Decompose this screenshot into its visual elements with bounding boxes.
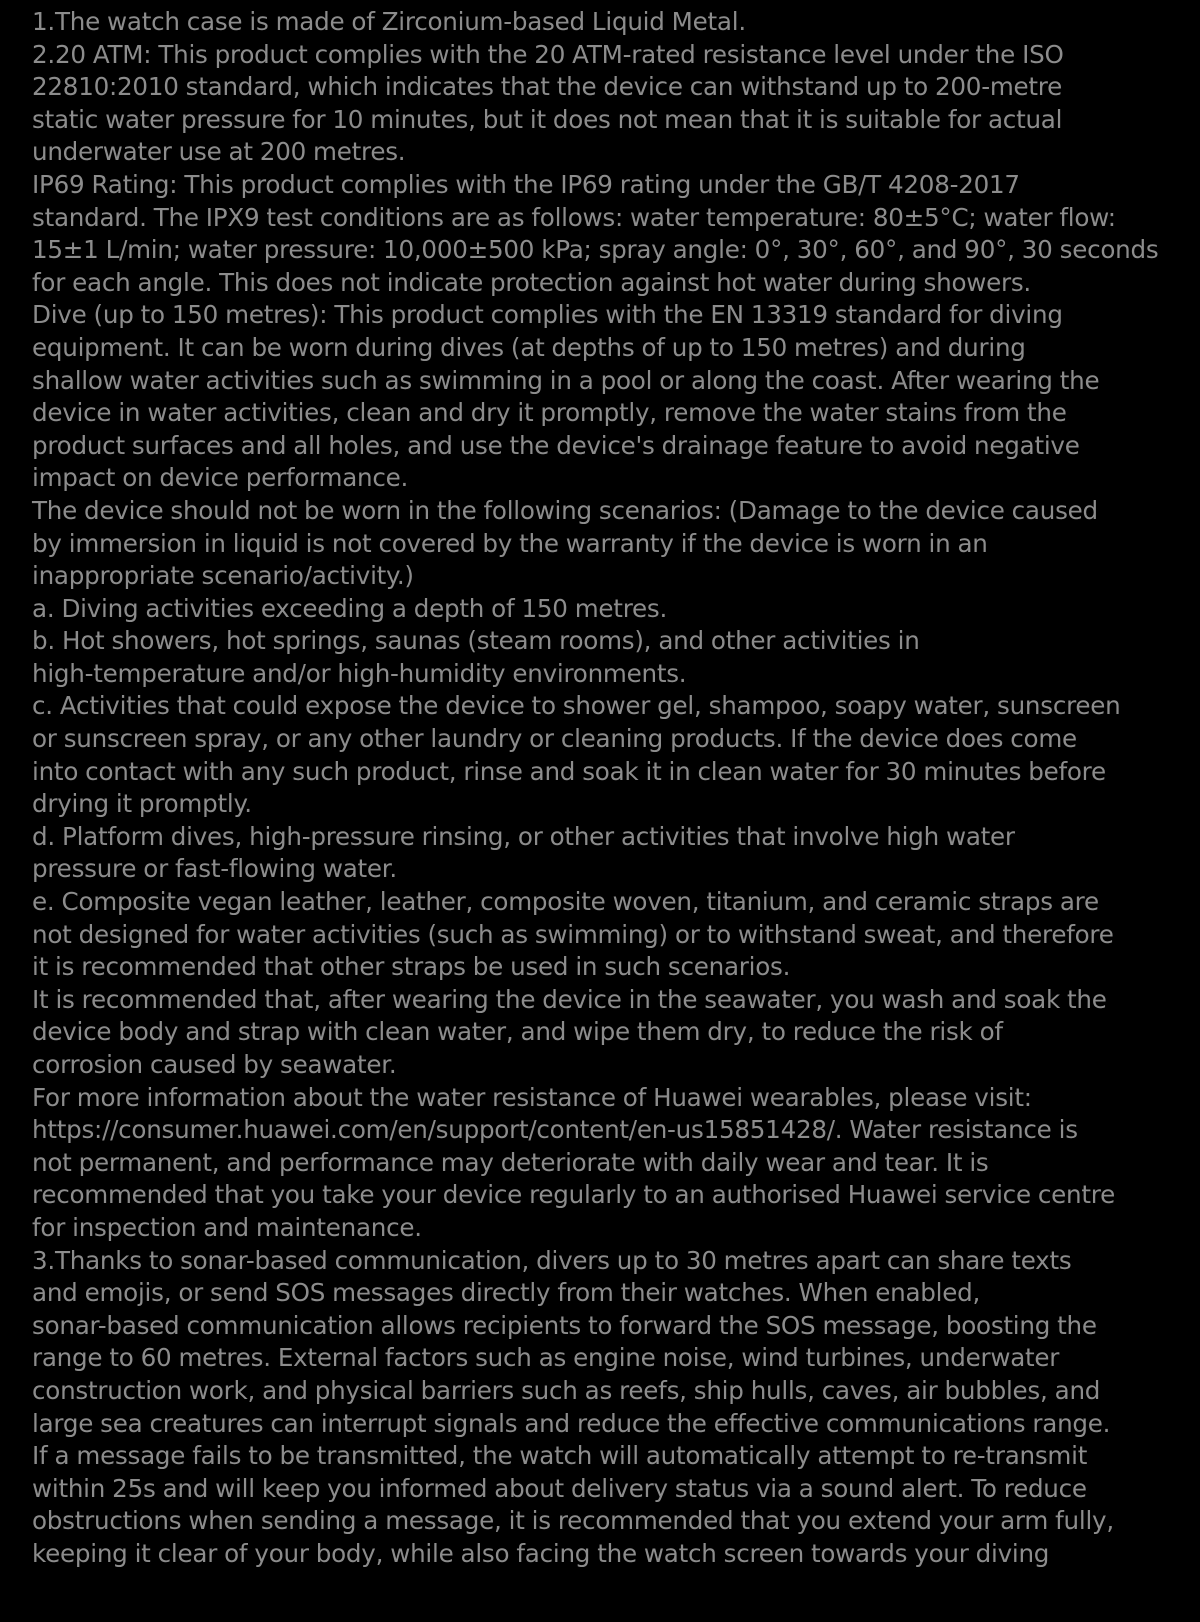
text-line: construction work, and physical barriers such as reefs, ship hulls, caves, air bubbles, and <box>32 1375 1101 1405</box>
text-line: into contact with any such product, rinse and soak it in clean water for 30 minutes before <box>32 756 1106 786</box>
text-line: for each angle. This does not indicate protection against hot water during showers. <box>32 267 1031 297</box>
text-line: If a message fails to be transmitted, the watch will automatically attempt to re-transmit <box>32 1441 1088 1471</box>
paragraph-seawater-care <box>32 984 1192 1082</box>
paragraph-note-3-sonar <box>32 1245 1192 1571</box>
text-line: within 25s and will keep you informed about delivery status via a sound alert. To reduce <box>32 1473 1087 1503</box>
text-line: shallow water activities such as swimming in a pool or along the coast. After wearing the <box>32 365 1100 395</box>
text-line: large sea creatures can interrupt signals and reduce the effective communications range. <box>32 1408 1111 1438</box>
text-line: impact on device performance. <box>32 463 409 493</box>
text-line: pressure or fast-flowing water. <box>32 854 397 884</box>
paragraph-scenario-e <box>32 886 1192 984</box>
text-line: keeping it clear of your body, while also facing the watch screen towards your diving <box>32 1538 1050 1568</box>
text-line: or sunscreen spray, or any other laundry or cleaning products. If the device does come <box>32 724 1077 754</box>
text-line: IP69 Rating: This product complies with the IP69 rating under the GB/T 4208-2017 <box>32 169 1020 199</box>
text-line: range to 60 metres. External factors such as engine noise, wind turbines, underwater <box>32 1343 1060 1373</box>
text-line: obstructions when sending a message, it is recommended that you extend your arm fully, <box>32 1506 1114 1536</box>
paragraph-scenario-d <box>32 821 1192 886</box>
paragraph-not-worn-scenarios-intro <box>32 495 1192 593</box>
text-line: For more information about the water resistance of Huawei wearables, please visit: <box>32 1082 1032 1112</box>
text-line: 3.Thanks to sonar-based communication, divers up to 30 metres apart can share texts <box>32 1245 1072 1275</box>
text-line: device in water activities, clean and dry it promptly, remove the water stains from the <box>32 398 1067 428</box>
text-line: Dive (up to 150 metres): This product complies with the EN 13319 standard for diving <box>32 300 1063 330</box>
text-line: corrosion caused by seawater. <box>32 1050 397 1079</box>
paragraph-note-1-case-material <box>32 6 1192 39</box>
text-line: https://consumer.huawei.com/en/support/content/en-us15851428/. Water resistance is <box>32 1115 1078 1145</box>
disclaimer-document <box>32 6 1192 1571</box>
text-line: b. Hot showers, hot springs, saunas (steam rooms), and other activities in <box>32 626 920 656</box>
text-line: d. Platform dives, high-pressure rinsing, or other activities that involve high water <box>32 821 1015 851</box>
text-line: static water pressure for 10 minutes, but it does not mean that it is suitable for actual <box>32 104 1063 134</box>
text-line: 2.20 ATM: This product complies with the 20 ATM-rated resistance level under the ISO <box>32 39 1064 69</box>
text-line: and emojis, or send SOS messages directly from their watches. When enabled, <box>32 1278 981 1308</box>
text-line: recommended that you take your device regularly to an authorised Huawei service centre <box>32 1180 1115 1210</box>
text-line: high-temperature and/or high-humidity environments. <box>32 658 687 688</box>
text-line: standard. The IPX9 test conditions are as follows: water temperature: 80±5°C; water flow: <box>32 202 1116 232</box>
text-line: not permanent, and performance may deteriorate with daily wear and tear. It is <box>32 1147 989 1177</box>
text-line: not designed for water activities (such as swimming) or to withstand sweat, and therefore <box>32 919 1114 949</box>
paragraph-dive-150m <box>32 299 1192 495</box>
text-line: The device should not be worn in the following scenarios: (Damage to the device caused <box>32 495 1098 525</box>
text-line: 1.The watch case is made of Zirconium-based Liquid Metal. <box>32 7 746 36</box>
text-line: it is recommended that other straps be used in such scenarios. <box>32 952 791 982</box>
paragraph-note-2-20-atm <box>32 39 1192 169</box>
text-line: for inspection and maintenance. <box>32 1212 422 1242</box>
text-line: c. Activities that could expose the device to shower gel, shampoo, soapy water, sunscreen <box>32 691 1121 721</box>
paragraph-more-info <box>32 1082 1192 1245</box>
text-line: e. Composite vegan leather, leather, composite woven, titanium, and ceramic straps are <box>32 887 1099 917</box>
text-line: sonar-based communication allows recipients to forward the SOS message, boosting the <box>32 1310 1097 1340</box>
paragraph-ip69-rating <box>32 169 1192 299</box>
paragraph-scenario-b <box>32 625 1192 690</box>
text-line: product surfaces and all holes, and use the device's drainage feature to avoid negative <box>32 430 1080 460</box>
text-line: drying it promptly. <box>32 789 252 819</box>
text-line: by immersion in liquid is not covered by the warranty if the device is worn in an <box>32 528 988 558</box>
text-line: a. Diving activities exceeding a depth of 150 metres. <box>32 593 668 623</box>
text-line: It is recommended that, after wearing the device in the seawater, you wash and soak the <box>32 984 1107 1014</box>
text-line: equipment. It can be worn during dives (at depths of up to 150 metres) and during <box>32 332 1026 362</box>
text-line: inappropriate scenario/activity.) <box>32 561 414 591</box>
paragraph-scenario-a <box>32 593 1192 626</box>
text-line: underwater use at 200 metres. <box>32 137 406 167</box>
text-line: 22810:2010 standard, which indicates that the device can withstand up to 200-metre <box>32 72 1063 102</box>
paragraph-scenario-c <box>32 690 1192 820</box>
text-line: 15±1 L/min; water pressure: 10,000±500 kPa; spray angle: 0°, 30°, 60°, and 90°, 30 seconds <box>32 235 1159 265</box>
text-line: device body and strap with clean water, and wipe them dry, to reduce the risk of <box>32 1017 1003 1047</box>
